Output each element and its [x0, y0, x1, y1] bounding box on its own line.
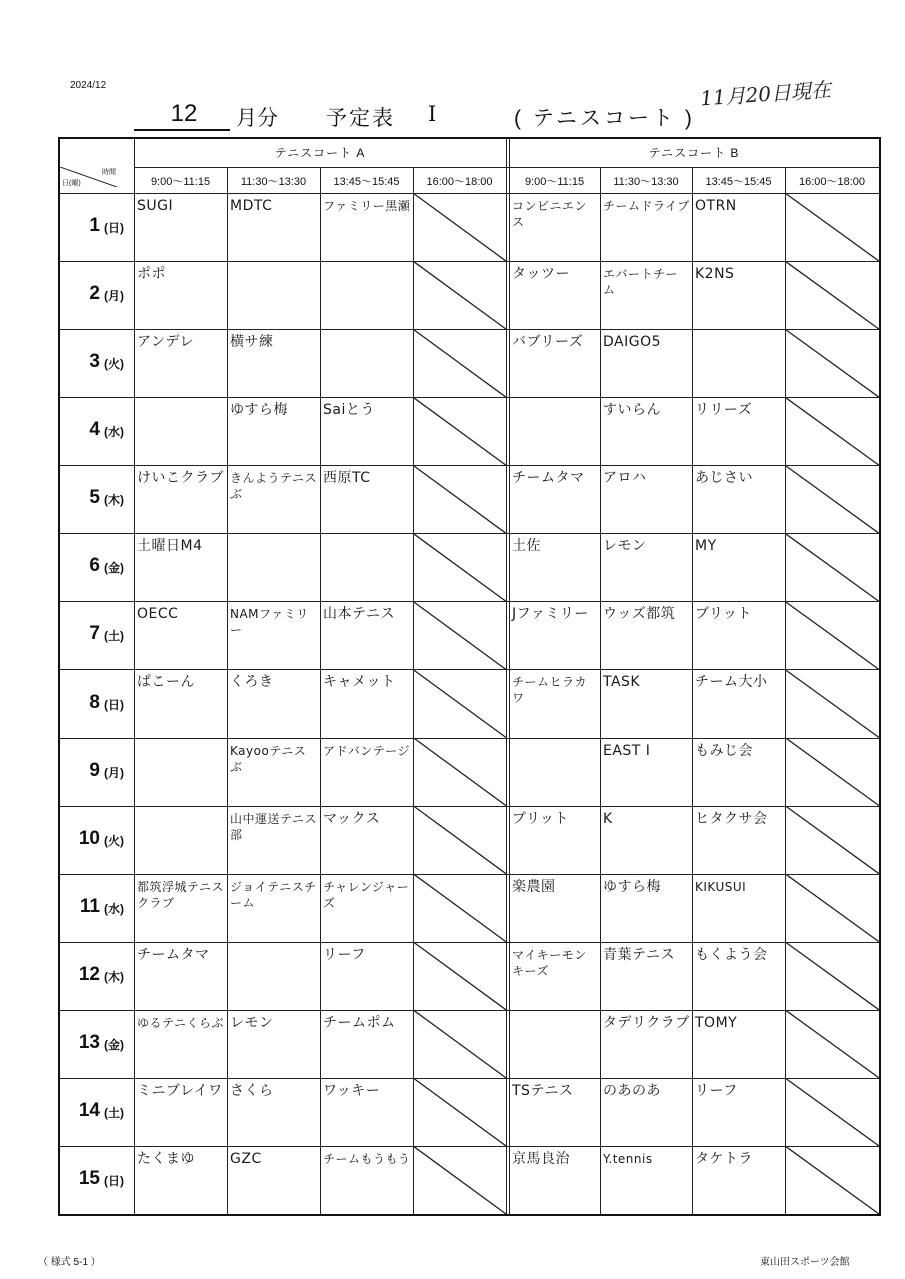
booking-entry: ゆるテニくらぶ [137, 1015, 225, 1030]
day-weekday: (木) [104, 493, 124, 508]
booking-entry: チームタマ [512, 470, 585, 487]
day-number: 6 [89, 555, 100, 577]
closed-slot-diagonal [413, 738, 506, 806]
closed-slot-diagonal [785, 193, 879, 261]
booking-entry: もくよう会 [695, 946, 768, 963]
closed-slot-diagonal [785, 261, 879, 329]
day-weekday: (水) [104, 901, 124, 916]
booking-entry: たくまゆ [137, 1150, 195, 1167]
day-weekday: (日) [104, 697, 124, 712]
handwritten-as-of-note: 11月20日現在 [699, 77, 832, 111]
day-number: 12 [78, 963, 100, 985]
booking-entry: K [603, 810, 613, 827]
booking-entry: マックス [323, 810, 381, 827]
header-day-label: 日(曜) [62, 180, 81, 187]
print-date: 2024/12 [70, 80, 107, 91]
day-number: 9 [89, 759, 100, 781]
booking-entry: ジョイテニスチーム [230, 879, 317, 910]
booking-entry: くろき [230, 674, 274, 691]
booking-entry: アンデレ [137, 334, 195, 351]
booking-entry: ヒタクサ会 [695, 810, 768, 827]
closed-slot-diagonal [785, 806, 879, 874]
booking-entry: OECC [137, 606, 179, 623]
title-court: ( テニスコート ) [514, 107, 695, 130]
booking-entry: タデリクラブ [603, 1014, 690, 1031]
booking-entry: タケトラ [695, 1150, 753, 1167]
closed-slot-diagonal [785, 669, 879, 737]
closed-slot-diagonal [413, 1010, 506, 1078]
day-number: 7 [89, 623, 100, 645]
closed-slot-diagonal [413, 874, 506, 942]
time-slot-header: 13:45～15:45 [705, 176, 772, 188]
closed-slot-diagonal [413, 261, 506, 329]
booking-entry: もみじ会 [695, 742, 753, 759]
closed-slot-diagonal [413, 329, 506, 397]
booking-entry: リーフ [695, 1082, 738, 1099]
booking-entry: SUGI [137, 198, 174, 214]
form-number: （ 様式 5-1 ） [38, 1257, 101, 1268]
day-number: 11 [79, 895, 100, 917]
booking-entry: マイキーモンキーズ [512, 947, 587, 978]
booking-entry: Kayooテニスぶ [230, 743, 307, 774]
booking-entry: 土佐 [512, 538, 541, 555]
booking-entry: ワッキー [323, 1082, 381, 1099]
closed-slot-diagonal [413, 397, 506, 465]
closed-slot-diagonal [785, 397, 879, 465]
booking-entry: のあのあ [603, 1082, 661, 1099]
day-weekday: (月) [104, 765, 124, 780]
closed-slot-diagonal [413, 669, 506, 737]
booking-entry: MY [695, 538, 717, 555]
day-number: 8 [89, 691, 100, 713]
booking-entry: コンビニエンス [512, 199, 588, 229]
booking-entry: けいこクラブ [137, 470, 224, 487]
day-weekday: (土) [104, 629, 124, 644]
booking-entry: チャレンジャーズ [323, 879, 410, 910]
booking-entry: チームヒラカワ [512, 675, 588, 706]
booking-entry: キャメット [323, 674, 396, 691]
day-weekday: (火) [104, 833, 124, 848]
booking-entry: エバートチーム [603, 267, 679, 298]
booking-entry: DAIGO5 [603, 334, 662, 351]
closed-slot-diagonal [785, 465, 879, 533]
closed-slot-diagonal [413, 942, 506, 1010]
schedule-table [58, 137, 881, 1216]
day-weekday: (木) [104, 969, 124, 984]
booking-entry: 土曜日M4 [137, 538, 203, 555]
booking-entry: チームもうもう [323, 1151, 411, 1166]
booking-entry: ぱこーん [137, 674, 195, 691]
court-a-header: テニスコート A [274, 146, 366, 160]
booking-entry: レモン [603, 538, 647, 555]
day-weekday: (日) [104, 1173, 124, 1188]
day-weekday: (日) [104, 221, 124, 236]
title-roman: I [428, 102, 437, 126]
booking-entry: 山本テニス [323, 606, 395, 623]
closed-slot-diagonal [413, 465, 506, 533]
booking-entry: MDTC [230, 198, 273, 214]
closed-slot-diagonal [785, 874, 879, 942]
closed-slot-diagonal [785, 1010, 879, 1078]
booking-entry: 西原TC [323, 470, 371, 487]
day-weekday: (金) [104, 1037, 124, 1052]
header-time-label: 時間 [102, 169, 116, 176]
booking-entry: ミニブレイワ [137, 1082, 223, 1099]
booking-entry: ウッズ都筑 [603, 606, 676, 623]
booking-entry: ポポ [137, 266, 166, 283]
booking-entry: チームポム [323, 1014, 396, 1031]
booking-entry: Jファミリー [512, 606, 589, 623]
day-weekday: (金) [104, 561, 124, 576]
day-weekday: (土) [104, 1105, 124, 1120]
closed-slot-diagonal [785, 533, 879, 601]
booking-entry: TSテニス [512, 1082, 574, 1099]
booking-entry: チームタマ [137, 946, 210, 963]
day-number: 10 [78, 827, 100, 849]
title-schedule: 予定表 [326, 107, 395, 130]
closed-slot-diagonal [413, 533, 506, 601]
booking-entry: すいらん [603, 402, 661, 419]
booking-entry: さくら [230, 1082, 274, 1099]
day-number: 14 [78, 1099, 100, 1121]
day-number: 13 [78, 1031, 100, 1053]
organization-name: 東山田スポーツ会館 [760, 1257, 850, 1268]
day-number: 3 [89, 351, 100, 373]
closed-slot-diagonal [413, 806, 506, 874]
booking-entry: レモン [230, 1014, 274, 1031]
day-number: 1 [89, 215, 100, 237]
time-slot-header: 16:00～18:00 [798, 176, 866, 188]
booking-entry: Saiとう [323, 402, 375, 419]
closed-slot-diagonal [413, 1146, 506, 1214]
booking-entry: 横サ練 [230, 334, 274, 351]
booking-entry: ブリット [512, 810, 569, 827]
day-weekday: (火) [104, 357, 124, 372]
closed-slot-diagonal [785, 1146, 879, 1214]
booking-entry: チーム大小 [695, 674, 768, 691]
court-b-header: テニスコート B [648, 146, 740, 160]
booking-entry: チームドライブ [603, 199, 690, 213]
title-underline [134, 129, 230, 131]
closed-slot-diagonal [785, 329, 879, 397]
day-weekday: (月) [104, 289, 124, 304]
booking-entry: K2NS [695, 266, 735, 283]
booking-entry: TOMY [695, 1014, 738, 1031]
time-slot-header: 9:00～11:15 [150, 176, 211, 188]
booking-entry: 都筑浮城テニスクラブ [137, 879, 225, 910]
closed-slot-diagonal [785, 1078, 879, 1146]
title-month: 12 [170, 100, 198, 127]
time-slot-header: 9:00～11:15 [524, 176, 585, 188]
time-slot-header: 16:00～18:00 [426, 176, 493, 188]
day-weekday: (水) [104, 425, 124, 440]
booking-entry: きんようテニスぶ [230, 471, 318, 502]
closed-slot-diagonal [413, 193, 506, 261]
booking-entry: OTRN [695, 198, 737, 214]
booking-entry: ゆすら梅 [230, 402, 288, 419]
time-slot-header: 11:30～13:30 [240, 176, 307, 188]
booking-entry: Y.tennis [603, 1151, 653, 1166]
booking-entry: TASK [603, 674, 641, 691]
booking-entry: タッツー [512, 266, 570, 283]
booking-entry: NAMファミリー [230, 607, 309, 638]
closed-slot-diagonal [785, 738, 879, 806]
booking-entry: アドバンテージ [323, 743, 411, 758]
booking-entry: 楽農園 [512, 878, 556, 895]
booking-entry: 京馬良治 [512, 1150, 570, 1167]
booking-entry: 青葉テニス [603, 946, 675, 963]
booking-entry: ファミリー黒瀬 [323, 199, 411, 213]
booking-entry: EAST I [603, 742, 651, 759]
closed-slot-diagonal [413, 1078, 506, 1146]
closed-slot-diagonal [785, 942, 879, 1010]
booking-entry: バブリーズ [512, 334, 584, 351]
booking-entry: アロハ [603, 470, 647, 487]
booking-entry: ゆすら梅 [603, 878, 661, 895]
booking-entry: KIKUSUI [695, 879, 747, 894]
day-number: 5 [89, 487, 100, 509]
booking-entry: あじさい [695, 470, 753, 487]
booking-entry: リーフ [323, 946, 366, 963]
booking-entry: ブリット [695, 606, 752, 623]
booking-entry: GZC [230, 1150, 262, 1167]
day-number: 15 [78, 1167, 100, 1189]
closed-slot-diagonal [785, 601, 879, 669]
booking-entry: 山中運送テニス部 [230, 811, 318, 842]
closed-slot-diagonal [413, 601, 506, 669]
booking-entry: リリーズ [695, 402, 753, 419]
day-number: 4 [89, 419, 100, 441]
time-slot-header: 13:45～15:45 [333, 176, 400, 188]
title-unit: 月分 [236, 107, 278, 130]
time-slot-header: 11:30～13:30 [613, 176, 679, 188]
day-number: 2 [89, 283, 100, 305]
